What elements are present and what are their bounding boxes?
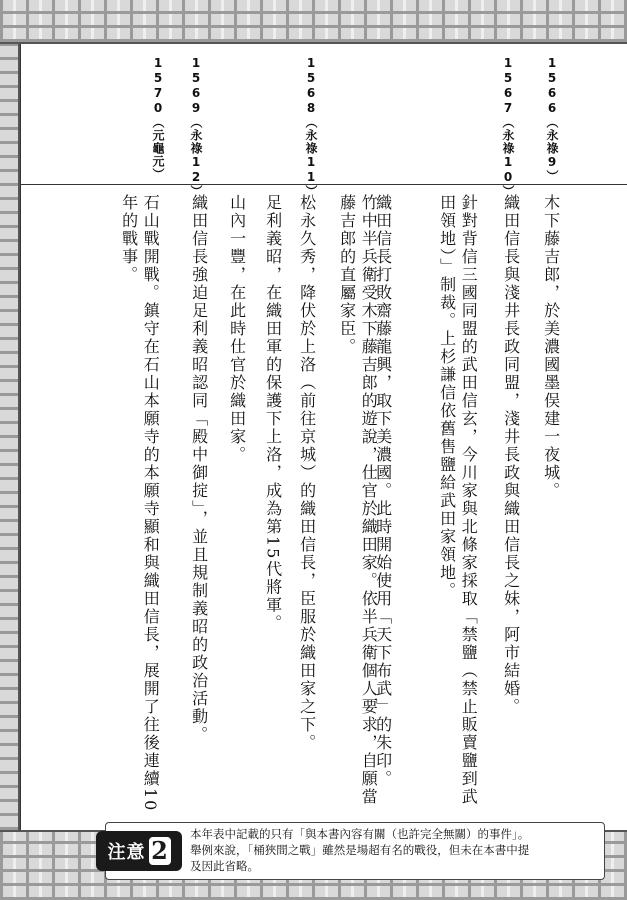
year-column-divider xyxy=(20,184,627,185)
note-badge xyxy=(96,831,182,871)
entry-1567-2: 織田信長打敗齋藤龍興，取下美濃國。此時開始使用「天下布武」的朱印。 xyxy=(373,194,393,788)
entry-1567-0: 織田信長與淺井長政同盟，淺井長政與織田信長之妹，阿市結婚。 xyxy=(501,194,521,716)
timeline-page xyxy=(20,44,627,830)
entry-1568-2: 山內一豐，在此時仕官於織田家。 xyxy=(227,194,247,464)
year-label-1566: 1566（永祿9） xyxy=(545,56,559,183)
note-line: 舉例來說，「桶狹間之戰」雖然是場超有名的戰役，但未在本書中提 xyxy=(190,843,530,857)
note-line: 及因此省略。 xyxy=(190,859,259,873)
decorative-border-top xyxy=(0,0,627,44)
note-line: 本年表中記載的只有「與本書內容有關（也許完全無關）的事件」。 xyxy=(190,827,530,841)
entry-1566-0: 木下藤吉郎，於美濃國墨俣建一夜城。 xyxy=(541,194,561,500)
entry-1568-0: 松永久秀，降伏於上洛（前往京城）的織田信長，臣服於織田家之下。 xyxy=(297,194,317,752)
entry-1569-0: 織田信長強迫足利義昭認同「殿中御掟」，並且規制義昭的政治活動。 xyxy=(189,194,209,744)
note-text xyxy=(190,826,602,874)
note-badge-label: 注意 xyxy=(107,842,146,863)
year-label-1568: 1568（永祿11） xyxy=(304,56,318,198)
entry-1570-0: 石山戰開戰。鎮守在石山本願寺的本願寺顯和與織田信長，展開了往後連續10年的戰事。 xyxy=(119,194,161,813)
entry-1567-1: 針對背信三國同盟的武田信玄，今川家與北條家採取「禁鹽（禁止販賣鹽到武田領地）」制裁。上杉謙信依舊售鹽給武田家領地。 xyxy=(437,194,479,806)
entry-1568-1: 足利義昭，在織田軍的保護下上洛，成為第15代將軍。 xyxy=(263,194,283,633)
entry-1567-3: 竹中半兵衛受木下藤吉郎的遊說，仕官於織田家。依半兵衛個人要求，自願當藤吉郎的直屬家臣。 xyxy=(337,194,379,806)
year-label-1570: 1570（元龜元） xyxy=(151,56,165,181)
decorative-border-left xyxy=(0,44,20,830)
year-label-1569: 1569（永祿12） xyxy=(189,56,203,198)
year-label-1567: 1567（永祿10） xyxy=(501,56,515,198)
note-badge-number: 2 xyxy=(149,837,171,865)
